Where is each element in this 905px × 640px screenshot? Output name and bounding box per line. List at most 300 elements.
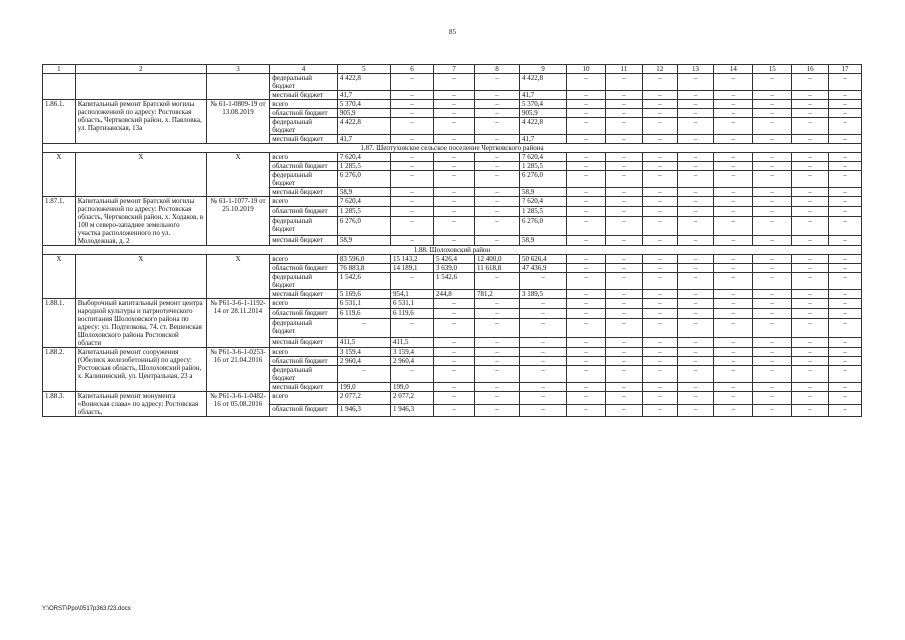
value-cell: – — [642, 348, 677, 357]
value-cell: – — [642, 135, 677, 144]
table-row — [43, 153, 862, 162]
funding-source: всего — [270, 153, 338, 162]
item-document: № Р61-3-6-1-0482-16 от 05.08.2016 — [206, 392, 269, 417]
table-header — [43, 65, 862, 74]
value-cell: – — [391, 366, 434, 383]
value-cell: – — [567, 383, 606, 392]
value-cell: – — [605, 118, 642, 135]
value-cell: – — [642, 357, 677, 366]
value-cell: – — [605, 188, 642, 197]
value-cell: 50 626,4 — [520, 255, 567, 264]
item-name: Х — [75, 255, 206, 299]
table-row — [43, 348, 862, 357]
value-cell: – — [677, 217, 714, 236]
value-cell: – — [605, 255, 642, 264]
value-cell: – — [474, 109, 519, 118]
value-cell: 5 169,6 — [337, 290, 390, 299]
value-cell: – — [753, 404, 792, 417]
value-cell: – — [642, 383, 677, 392]
value-cell: – — [753, 171, 792, 188]
table-row — [43, 255, 862, 264]
value-cell: – — [434, 383, 475, 392]
funding-source: федеральный бюджет — [270, 118, 338, 135]
empty-cell — [43, 74, 76, 100]
column-header: 10 — [567, 65, 606, 74]
value-cell: – — [391, 109, 434, 118]
value-cell: – — [753, 74, 792, 91]
value-cell: – — [792, 153, 829, 162]
value-cell: – — [605, 135, 642, 144]
value-cell: 12 400,0 — [474, 255, 519, 264]
value-cell: 7 620,4 — [337, 197, 390, 207]
value-cell: – — [829, 109, 862, 118]
funding-source: всего — [270, 255, 338, 264]
column-header: 17 — [829, 65, 862, 74]
value-cell: – — [829, 91, 862, 100]
item-name: Х — [75, 153, 206, 197]
value-cell: – — [567, 404, 606, 417]
value-cell: – — [753, 290, 792, 299]
value-cell: – — [567, 207, 606, 217]
value-cell: – — [829, 74, 862, 91]
value-cell: – — [642, 100, 677, 109]
value-cell: 4 422,8 — [337, 118, 390, 135]
value-cell: 6 276,0 — [520, 217, 567, 236]
value-cell: – — [567, 348, 606, 357]
value-cell: – — [474, 366, 519, 383]
value-cell: – — [677, 290, 714, 299]
value-cell: – — [474, 348, 519, 357]
value-cell: – — [829, 197, 862, 207]
item-number: 1.88.2. — [43, 348, 76, 392]
value-cell: – — [677, 404, 714, 417]
value-cell: – — [677, 118, 714, 135]
value-cell: 2 077,2 — [391, 392, 434, 405]
value-cell: – — [792, 74, 829, 91]
column-header: 7 — [434, 65, 475, 74]
item-document: № 61-1-1077-19 от 25.10.2019 — [206, 197, 269, 246]
value-cell: 47 436,9 — [520, 264, 567, 273]
value-cell: 58,9 — [337, 235, 390, 245]
value-cell: – — [714, 207, 753, 217]
value-cell: – — [792, 319, 829, 338]
value-cell: – — [520, 366, 567, 383]
value-cell: – — [829, 162, 862, 171]
column-header: 9 — [520, 65, 567, 74]
value-cell: – — [792, 337, 829, 347]
value-cell: – — [792, 100, 829, 109]
section-title: 1.87. Шептуховское сельское поселение Чертковского района — [43, 144, 862, 153]
value-cell: – — [391, 217, 434, 236]
value-cell: 2 077,2 — [337, 392, 390, 405]
value-cell: – — [753, 309, 792, 319]
column-header: 11 — [605, 65, 642, 74]
item-number: 1.88.3. — [43, 392, 76, 417]
value-cell: – — [829, 207, 862, 217]
value-cell: – — [434, 197, 475, 207]
value-cell: – — [677, 235, 714, 245]
value-cell: – — [677, 299, 714, 309]
value-cell: – — [792, 235, 829, 245]
value-cell: – — [829, 171, 862, 188]
value-cell: – — [434, 171, 475, 188]
value-cell: – — [391, 207, 434, 217]
value-cell: – — [605, 197, 642, 207]
file-path-footer: Y:\ORST\Ppo\0517p363.f23.docx — [42, 606, 131, 612]
value-cell: – — [714, 264, 753, 273]
funding-source: областной бюджет — [270, 309, 338, 319]
column-header: 5 — [337, 65, 390, 74]
value-cell: – — [434, 309, 475, 319]
funding-source: местный бюджет — [270, 188, 338, 197]
empty-cell — [75, 74, 206, 100]
value-cell: – — [714, 235, 753, 245]
value-cell: – — [391, 100, 434, 109]
value-cell: – — [567, 290, 606, 299]
value-cell: 411,5 — [391, 337, 434, 347]
value-cell: – — [829, 404, 862, 417]
value-cell: – — [829, 309, 862, 319]
value-cell: – — [337, 366, 390, 383]
value-cell: – — [642, 207, 677, 217]
funding-source: федеральный бюджет — [270, 217, 338, 236]
value-cell: – — [474, 135, 519, 144]
value-cell: – — [474, 100, 519, 109]
value-cell: – — [677, 319, 714, 338]
value-cell: – — [605, 217, 642, 236]
funding-source: всего — [270, 100, 338, 109]
funding-source: местный бюджет — [270, 235, 338, 245]
value-cell: – — [605, 207, 642, 217]
value-cell: – — [829, 290, 862, 299]
value-cell: – — [567, 366, 606, 383]
value-cell: 1 285,5 — [520, 207, 567, 217]
value-cell: – — [829, 299, 862, 309]
value-cell: – — [605, 309, 642, 319]
value-cell: – — [829, 153, 862, 162]
value-cell: – — [714, 217, 753, 236]
value-cell: 5 426,4 — [434, 255, 475, 264]
value-cell: – — [753, 366, 792, 383]
value-cell: – — [753, 383, 792, 392]
value-cell: – — [605, 337, 642, 347]
value-cell: – — [642, 366, 677, 383]
value-cell: – — [829, 366, 862, 383]
value-cell: – — [829, 383, 862, 392]
value-cell: – — [829, 264, 862, 273]
value-cell: – — [829, 392, 862, 405]
value-cell: – — [391, 188, 434, 197]
item-number: 1.86.1. — [43, 100, 76, 144]
value-cell: – — [642, 273, 677, 290]
value-cell: – — [792, 392, 829, 405]
column-header: 16 — [792, 65, 829, 74]
value-cell: – — [792, 91, 829, 100]
value-cell: – — [829, 337, 862, 347]
funding-source: всего — [270, 299, 338, 309]
value-cell: – — [567, 264, 606, 273]
value-cell: – — [829, 235, 862, 245]
value-cell: – — [677, 207, 714, 217]
value-cell: – — [337, 319, 390, 338]
value-cell: – — [520, 299, 567, 309]
value-cell: – — [434, 357, 475, 366]
value-cell: – — [829, 348, 862, 357]
item-document: Х — [206, 153, 269, 197]
value-cell: – — [391, 135, 434, 144]
value-cell: – — [474, 319, 519, 338]
value-cell: – — [434, 91, 475, 100]
value-cell: 7 620,4 — [520, 197, 567, 207]
value-cell: – — [753, 135, 792, 144]
value-cell: – — [642, 299, 677, 309]
value-cell: 5 370,4 — [520, 100, 567, 109]
value-cell: – — [567, 309, 606, 319]
value-cell: – — [474, 153, 519, 162]
value-cell: 6 276,0 — [337, 217, 390, 236]
value-cell: – — [567, 135, 606, 144]
value-cell: – — [714, 299, 753, 309]
value-cell: – — [520, 337, 567, 347]
value-cell: 199,0 — [337, 383, 390, 392]
value-cell: – — [434, 135, 475, 144]
value-cell: – — [792, 290, 829, 299]
value-cell: – — [520, 319, 567, 338]
value-cell: – — [391, 153, 434, 162]
value-cell: – — [567, 74, 606, 91]
funding-source: местный бюджет — [270, 337, 338, 347]
value-cell: – — [714, 188, 753, 197]
value-cell: – — [753, 348, 792, 357]
value-cell: 41,7 — [337, 91, 390, 100]
value-cell: – — [714, 290, 753, 299]
column-header: 4 — [270, 65, 338, 74]
value-cell: 4 422,8 — [337, 74, 390, 91]
value-cell: – — [642, 404, 677, 417]
column-header: 12 — [642, 65, 677, 74]
value-cell: – — [753, 197, 792, 207]
column-header: 15 — [753, 65, 792, 74]
value-cell: – — [677, 162, 714, 171]
value-cell: 2 960,4 — [391, 357, 434, 366]
value-cell: – — [605, 383, 642, 392]
value-cell: – — [677, 337, 714, 347]
value-cell: – — [605, 162, 642, 171]
funding-source: местный бюджет — [270, 135, 338, 144]
value-cell: – — [677, 171, 714, 188]
table-row — [43, 74, 862, 91]
value-cell: 3 159,4 — [337, 348, 390, 357]
value-cell: – — [605, 319, 642, 338]
value-cell: – — [642, 264, 677, 273]
value-cell: – — [714, 162, 753, 171]
value-cell: – — [677, 188, 714, 197]
value-cell: – — [567, 153, 606, 162]
value-cell: – — [714, 404, 753, 417]
value-cell: – — [714, 309, 753, 319]
value-cell: – — [474, 235, 519, 245]
value-cell: – — [567, 171, 606, 188]
value-cell: – — [677, 273, 714, 290]
value-cell: – — [434, 404, 475, 417]
value-cell: – — [567, 337, 606, 347]
value-cell: – — [753, 207, 792, 217]
value-cell: – — [714, 383, 753, 392]
item-document: № 61-1-0809-19 от 13.08.2019 — [206, 100, 269, 144]
funding-source: местный бюджет — [270, 91, 338, 100]
value-cell: – — [714, 255, 753, 264]
value-cell: – — [792, 162, 829, 171]
value-cell: – — [474, 162, 519, 171]
funding-source: областной бюджет — [270, 357, 338, 366]
value-cell: – — [792, 366, 829, 383]
value-cell: – — [714, 118, 753, 135]
value-cell: – — [391, 319, 434, 338]
item-name: Капитальный ремонт Братской могилы расположенной по адресу: Ростовская область, Чертковский район, х. Павловка, ул. Партизанская, 13а — [75, 100, 206, 144]
value-cell: – — [567, 357, 606, 366]
value-cell: – — [567, 255, 606, 264]
value-cell: – — [474, 404, 519, 417]
value-cell: – — [829, 319, 862, 338]
value-cell: – — [753, 153, 792, 162]
value-cell: – — [642, 153, 677, 162]
value-cell: – — [434, 235, 475, 245]
value-cell: – — [753, 264, 792, 273]
value-cell: – — [605, 348, 642, 357]
value-cell: – — [753, 357, 792, 366]
value-cell: – — [567, 162, 606, 171]
value-cell: – — [677, 255, 714, 264]
value-cell: – — [391, 118, 434, 135]
value-cell: – — [605, 171, 642, 188]
value-cell: – — [642, 337, 677, 347]
table-body — [43, 74, 862, 417]
page-number: 85 — [449, 28, 456, 36]
item-document: Х — [206, 255, 269, 299]
value-cell: 1 946,3 — [391, 404, 434, 417]
value-cell: – — [829, 217, 862, 236]
value-cell: – — [792, 118, 829, 135]
value-cell: – — [642, 319, 677, 338]
value-cell: 411,5 — [337, 337, 390, 347]
funding-source: областной бюджет — [270, 207, 338, 217]
value-cell: – — [605, 357, 642, 366]
funding-source: федеральный бюджет — [270, 74, 338, 91]
value-cell: – — [567, 235, 606, 245]
value-cell: – — [753, 273, 792, 290]
value-cell: – — [474, 383, 519, 392]
value-cell: – — [605, 264, 642, 273]
item-name: Выборочный капитальный ремонт центра народной культуры и патриотического воспитания Шолоховского района по адресу: ул. Подтелкова, 74, ст. Вешенская Шолоховского района Ростовской области — [75, 299, 206, 348]
value-cell: – — [677, 357, 714, 366]
value-cell: 1 285,5 — [337, 162, 390, 171]
section-row — [43, 246, 862, 255]
value-cell: 3 189,5 — [520, 290, 567, 299]
value-cell: – — [753, 235, 792, 245]
funding-source: всего — [270, 348, 338, 357]
value-cell: – — [792, 299, 829, 309]
value-cell: – — [714, 392, 753, 405]
value-cell: 4 422,8 — [520, 74, 567, 91]
value-cell: – — [434, 153, 475, 162]
value-cell: – — [829, 188, 862, 197]
value-cell: – — [391, 91, 434, 100]
value-cell: – — [605, 235, 642, 245]
value-cell: 5 370,4 — [337, 100, 390, 109]
value-cell: – — [605, 109, 642, 118]
value-cell: – — [792, 357, 829, 366]
value-cell: – — [642, 217, 677, 236]
column-header: 8 — [474, 65, 519, 74]
value-cell: – — [677, 366, 714, 383]
budget-table — [42, 64, 862, 417]
value-cell: – — [474, 74, 519, 91]
value-cell: – — [829, 135, 862, 144]
value-cell: – — [520, 357, 567, 366]
table-row — [43, 392, 862, 405]
value-cell: – — [434, 366, 475, 383]
value-cell: 7 620,4 — [337, 153, 390, 162]
value-cell: – — [677, 109, 714, 118]
value-cell: 1 285,5 — [337, 207, 390, 217]
value-cell: 6 276,0 — [520, 171, 567, 188]
column-header: 1 — [43, 65, 76, 74]
value-cell: 781,2 — [474, 290, 519, 299]
value-cell: – — [434, 337, 475, 347]
funding-source: областной бюджет — [270, 109, 338, 118]
item-number: Х — [43, 255, 76, 299]
value-cell: – — [642, 309, 677, 319]
value-cell: – — [792, 207, 829, 217]
value-cell: – — [677, 197, 714, 207]
value-cell: 1 285,5 — [520, 162, 567, 171]
value-cell: 15 143,2 — [391, 255, 434, 264]
value-cell: – — [642, 392, 677, 405]
value-cell: – — [753, 392, 792, 405]
value-cell: – — [753, 188, 792, 197]
value-cell: – — [792, 273, 829, 290]
value-cell: – — [474, 309, 519, 319]
value-cell: – — [714, 348, 753, 357]
value-cell: 41,7 — [337, 135, 390, 144]
value-cell: – — [677, 392, 714, 405]
value-cell: – — [753, 100, 792, 109]
item-name: Капитальный ремонт сооружения (Обелиск железобетонный) по адресу: Ростовская область, Шолоховский район, х. Калининский, ул. Центральная, 23 а — [75, 348, 206, 392]
value-cell: – — [567, 392, 606, 405]
value-cell: – — [792, 309, 829, 319]
value-cell: 199,0 — [391, 383, 434, 392]
value-cell: – — [434, 217, 475, 236]
value-cell: 41,7 — [520, 91, 567, 100]
value-cell: – — [520, 392, 567, 405]
value-cell: – — [753, 162, 792, 171]
value-cell: 6 119,6 — [391, 309, 434, 319]
value-cell: – — [474, 197, 519, 207]
value-cell: – — [474, 392, 519, 405]
value-cell: – — [434, 118, 475, 135]
value-cell: – — [605, 153, 642, 162]
column-header: 14 — [714, 65, 753, 74]
value-cell: – — [434, 109, 475, 118]
value-cell: – — [567, 100, 606, 109]
value-cell: 58,9 — [520, 188, 567, 197]
value-cell: – — [829, 357, 862, 366]
value-cell: – — [605, 366, 642, 383]
value-cell: – — [605, 299, 642, 309]
value-cell: – — [474, 171, 519, 188]
value-cell: – — [714, 357, 753, 366]
value-cell: 76 883,8 — [337, 264, 390, 273]
